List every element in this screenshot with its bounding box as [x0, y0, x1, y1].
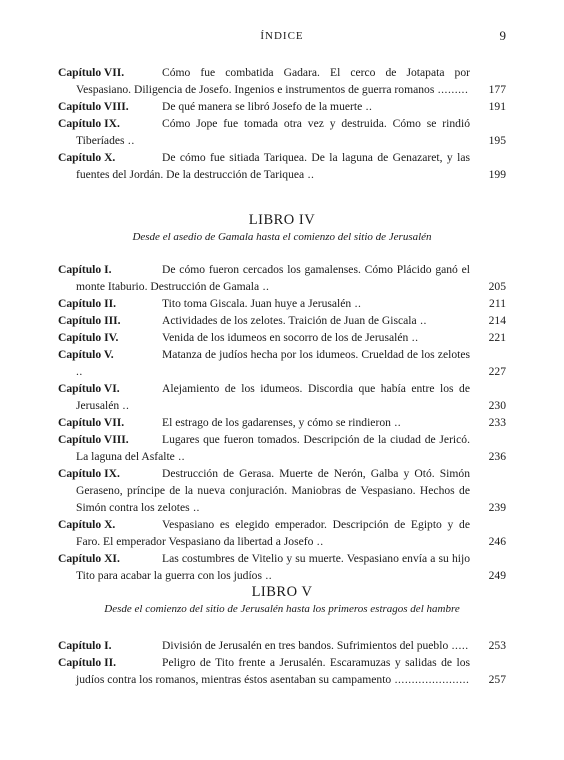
- toc-entry: Capítulo X. De cómo fue sitiada Tariquea. De la laguna de Genazaret, y las fuentes del Jordán. De la destrucción de Tariquea .. 199: [58, 151, 506, 181]
- chapter-label: Capítulo I.: [58, 639, 112, 652]
- chapter-label: Capítulo VII.: [58, 66, 125, 79]
- chapter-description: Las costumbres de Vitelio y su muerte. Vespasiano envía a su hijo Tito para acabar la guerra con los judíos: [76, 552, 470, 582]
- chapter-label: Capítulo X.: [58, 151, 116, 164]
- chapter-description: Lugares que fueron tomados. Descripción de la ciudad de Jericó. La laguna del Asfalte: [76, 433, 470, 463]
- chapter-label: Capítulo V.: [58, 348, 114, 361]
- chapter-description: Alejamiento de los idumeos. Discordia que había entre los de Jerusalén: [76, 382, 470, 412]
- toc-entry: Capítulo XI. Las costumbres de Vitelio y su muerte. Vespasiano envía a su hijo Tito para acabar la guerra con los judíos .. 249: [58, 552, 506, 582]
- page-ref: 205: [488, 280, 506, 293]
- toc-entry: Capítulo IV. Venida de los idumeos en socorro de los de Jerusalén .. 221: [58, 331, 506, 344]
- running-title: ÍNDICE: [260, 30, 304, 42]
- page-number: 9: [499, 28, 506, 43]
- chapter-label: Capítulo VII.: [58, 416, 125, 429]
- page-ref: 227: [488, 365, 506, 378]
- page-ref: 257: [488, 673, 506, 686]
- chapter-label: Capítulo III.: [58, 314, 121, 327]
- chapter-description: Cómo fue combatida Gadara. El cerco de Jotapata por Vespasiano. Diligencia de Josefo. Ingenios e instrumentos de guerra romanos: [76, 66, 470, 96]
- toc-entry: Capítulo III. Actividades de los zelotes. Traición de Juan de Giscala .. 214: [58, 314, 506, 327]
- chapter-description: Destrucción de Gerasa. Muerte de Nerón, Galba y Otó. Simón Geraseno, príncipe de la nueva conjuración. Maniobras de Vespasiano. Hechos de Simón contra los zelotes: [76, 467, 470, 514]
- toc-block-libro-v: [58, 637, 506, 688]
- chapter-description: De qué manera se libró Josefo de la muerte: [162, 100, 363, 113]
- page-header: [58, 30, 506, 46]
- chapter-label: Capítulo VIII.: [58, 100, 129, 113]
- page-ref: 253: [488, 639, 506, 652]
- libro-v-subtitle: Desde el comienzo del sitio de Jerusalén hasta los primeros estragos del hambre: [104, 603, 460, 615]
- toc-entry: Capítulo IX. Cómo Jope fue tomada otra vez y destruida. Cómo se rindió Tiberíades .. 195: [58, 117, 506, 147]
- libro-v-heading: [58, 584, 506, 615]
- page-ref: 249: [488, 569, 506, 582]
- libro-v-title: LIBRO V: [251, 584, 313, 600]
- toc-entry: Capítulo VII. El estrago de los gadarenses, y cómo se rindieron .. 233: [58, 416, 506, 429]
- toc-entry: Capítulo IX. Destrucción de Gerasa. Muerte de Nerón, Galba y Otó. Simón Geraseno, príncipe de la nueva conjuración. Maniobras de Vespasiano. Hechos de Simón contra los zelotes .. 239: [58, 467, 506, 514]
- chapter-label: Capítulo I.: [58, 263, 112, 276]
- chapter-label: Capítulo X.: [58, 518, 116, 531]
- chapter-description: División de Jerusalén en tres bandos. Sufrimientos del pueblo: [162, 639, 449, 652]
- page-ref: 246: [488, 535, 506, 548]
- page-ref: 236: [488, 450, 506, 463]
- toc-entry: Capítulo V. Matanza de judíos hecha por los idumeos. Crueldad de los zelotes .. 227: [58, 348, 506, 378]
- chapter-description: De cómo fue sitiada Tariquea. De la laguna de Genazaret, y las fuentes del Jordán. De la destrucción de Tariquea: [76, 151, 470, 181]
- page-ref: 199: [488, 168, 506, 181]
- toc-entry: Capítulo II. Tito toma Giscala. Juan huye a Jerusalén .. 211: [58, 297, 506, 310]
- toc-block-libro-iv: [58, 261, 506, 584]
- page-ref: 221: [488, 331, 506, 344]
- page-ref: 230: [488, 399, 506, 412]
- toc-entry: Capítulo X. Vespasiano es elegido emperador. Descripción de Egipto y de Faro. El emperador Vespasiano da libertad a Josefo .. 246: [58, 518, 506, 548]
- chapter-description: Actividades de los zelotes. Traición de Juan de Giscala: [162, 314, 417, 327]
- page-ref: 177: [488, 83, 506, 96]
- chapter-label: Capítulo IX.: [58, 117, 120, 130]
- libro-iv-subtitle: Desde el asedio de Gamala hasta el comienzo del sitio de Jerusalén: [132, 231, 432, 243]
- chapter-label: Capítulo VIII.: [58, 433, 129, 446]
- toc-entry: Capítulo I. De cómo fueron cercados los gamalenses. Cómo Plácido ganó el monte Itaburio. Destrucción de Gamala .. 205: [58, 263, 506, 293]
- chapter-label: Capítulo IV.: [58, 331, 119, 344]
- page-ref: 239: [488, 501, 506, 514]
- toc-entry: Capítulo VII. Cómo fue combatida Gadara. El cerco de Jotapata por Vespasiano. Diligencia de Josefo. Ingenios e instrumentos de guerra romanos ......... 177: [58, 66, 506, 96]
- libro-iv-title: LIBRO IV: [248, 212, 316, 228]
- chapter-label: Capítulo XI.: [58, 552, 120, 565]
- chapter-description: Tito toma Giscala. Juan huye a Jerusalén: [162, 297, 352, 310]
- chapter-description: Vespasiano es elegido emperador. Descripción de Egipto y de Faro. El emperador Vespasiano da libertad a Josefo: [76, 518, 470, 548]
- page-ref: 191: [488, 100, 506, 113]
- page-ref: 214: [488, 314, 506, 327]
- chapter-description: Cómo Jope fue tomada otra vez y destruida. Cómo se rindió Tiberíades: [76, 117, 470, 147]
- toc-entry: Capítulo VIII. Lugares que fueron tomados. Descripción de la ciudad de Jericó. La laguna del Asfalte .. 236: [58, 433, 506, 463]
- chapter-description: El estrago de los gadarenses, y cómo se rindieron: [162, 416, 391, 429]
- chapter-description: Venida de los idumeos en socorro de los de Jerusalén: [162, 331, 409, 344]
- libro-iv-heading: [58, 212, 506, 243]
- chapter-label: Capítulo VI.: [58, 382, 120, 395]
- toc-entry: Capítulo I. División de Jerusalén en tres bandos. Sufrimientos del pueblo ..... 253: [58, 639, 506, 652]
- page-ref: 211: [489, 297, 506, 310]
- chapter-label: Capítulo IX.: [58, 467, 120, 480]
- chapter-label: Capítulo II.: [58, 656, 116, 669]
- chapter-description: Matanza de judíos hecha por los idumeos. Crueldad de los zelotes: [162, 348, 470, 361]
- toc-entry: Capítulo II. Peligro de Tito frente a Jerusalén. Escaramuzas y salidas de los judíos contra los romanos, mientras éstos asentaban su campamento ...................... 257: [58, 656, 506, 686]
- toc-block-libro-iii: [58, 64, 506, 183]
- chapter-label: Capítulo II.: [58, 297, 116, 310]
- chapter-description: Peligro de Tito frente a Jerusalén. Escaramuzas y salidas de los judíos contra los romanos, mientras éstos asentaban su campamento: [76, 656, 470, 686]
- toc-entry: Capítulo VIII. De qué manera se libró Josefo de la muerte .. 191: [58, 100, 506, 113]
- page-ref: 195: [488, 134, 506, 147]
- chapter-description: De cómo fueron cercados los gamalenses. Cómo Plácido ganó el monte Itaburio. Destrucción de Gamala: [76, 263, 470, 293]
- toc-entry: Capítulo VI. Alejamiento de los idumeos. Discordia que había entre los de Jerusalén .. 230: [58, 382, 506, 412]
- page-ref: 233: [488, 416, 506, 429]
